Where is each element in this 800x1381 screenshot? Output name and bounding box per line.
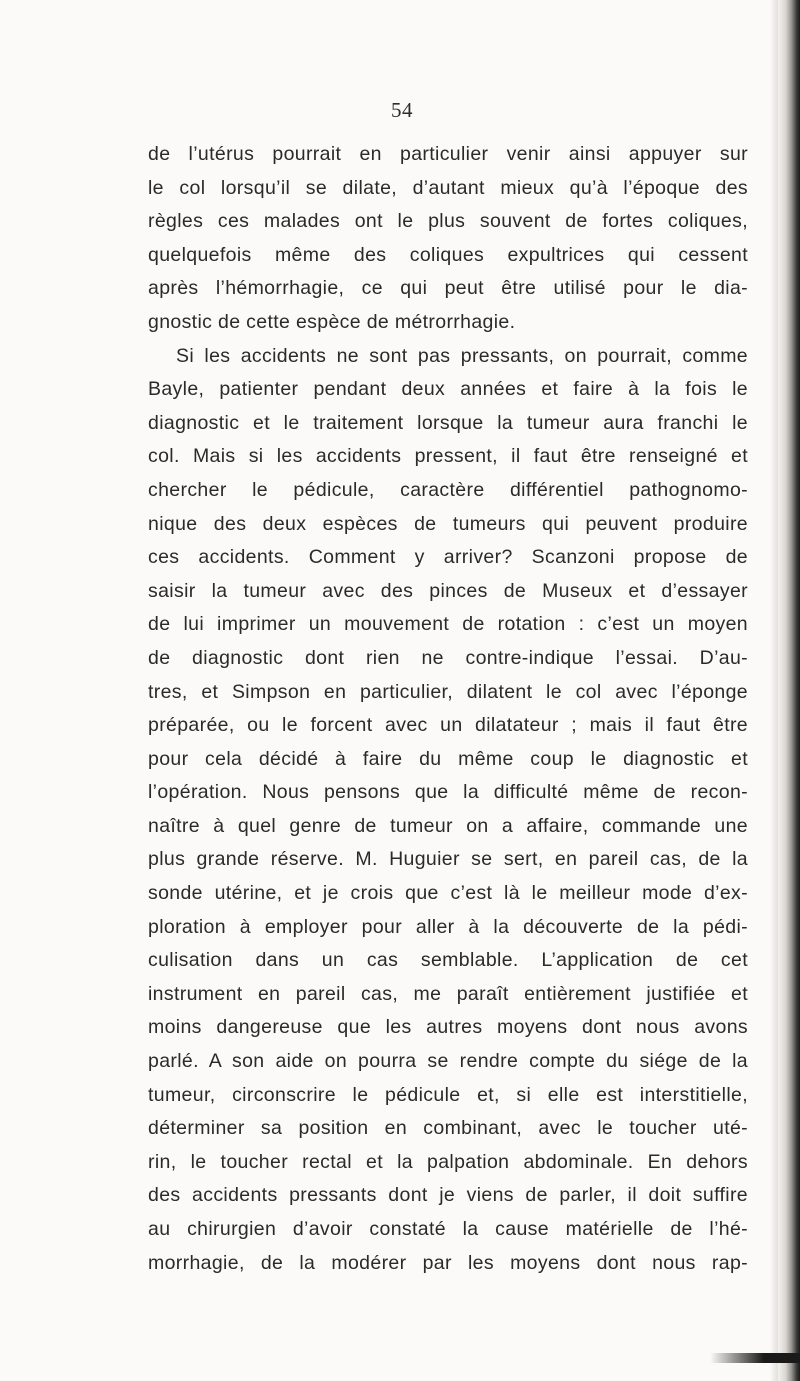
text-line: le col lorsqu’il se dilate, d’autant mieux qu’à l’époque des (148, 176, 748, 199)
text-line: culisation dans un cas semblable. L’application de cet (148, 949, 748, 972)
page-number: 54 (391, 98, 413, 122)
text-line: diagnostic et le traitement lorsque la tumeur aura franchi le (148, 411, 748, 434)
book-binding-edge (778, 0, 800, 1381)
text-line: instrument en pareil cas, me paraît entièrement justifiée et (148, 982, 748, 1005)
text-line: moins dangereuse que les autres moyens dont nous avons (148, 1016, 748, 1039)
text-line: ces accidents. Comment y arriver? Scanzoni propose de (148, 546, 748, 569)
text-line: parlé. A son aide on pourra se rendre compte du siége de la (148, 1050, 748, 1073)
text-line: plus grande réserve. M. Huguier se sert, en pareil cas, de la (148, 848, 748, 871)
text-line: ploration à employer pour aller à la découverte de la pédi- (148, 915, 748, 938)
text-line: pour cela décidé à faire du même coup le diagnostic et (148, 747, 748, 770)
text-line: de l’utérus pourrait en particulier venir ainsi appuyer sur (148, 143, 748, 165)
text-line: au chirurgien d’avoir constaté la cause matérielle de l’hé- (148, 1218, 748, 1240)
text-line: l’opération. Nous pensons que la difficulté même de recon- (148, 781, 748, 804)
page-bottom-edge (710, 1353, 800, 1363)
text-line: sonde utérine, et je crois que c’est là le meilleur mode d’ex- (148, 882, 748, 905)
text-line: de lui imprimer un mouvement de rotation : c’est un moyen (148, 613, 748, 636)
text-line: déterminer sa position en combinant, avec le toucher uté- (148, 1117, 748, 1140)
page-edge-shadow (770, 0, 778, 1381)
text-line: après l’hémorrhagie, ce qui peut être utilisé pour le dia- (148, 277, 748, 300)
text-line: col. Mais si les accidents pressent, il faut être renseigné et (148, 445, 748, 468)
body-text (148, 138, 748, 1280)
text-line: morrhagie, de la modérer par les moyens dont nous rap- (148, 1251, 748, 1274)
text-line: naître à quel genre de tumeur on a affaire, commande une (148, 814, 748, 837)
text-line: quelquefois même des coliques expultrices qui cessent (148, 243, 748, 266)
text-line: règles ces malades ont le plus souvent de fortes coliques, (148, 210, 748, 233)
text-line: tumeur, circonscrire le pédicule et, si elle est interstitielle, (148, 1083, 748, 1106)
text-line: chercher le pédicule, caractère différentiel pathognomo- (148, 478, 748, 501)
text-line: tres, et Simpson en particulier, dilatent le col avec l’éponge (148, 680, 748, 703)
text-line: Bayle, patienter pendant deux années et faire à la fois le (148, 378, 748, 401)
text-line: gnostic de cette espèce de métrorrhagie. (148, 310, 516, 333)
text-line: saisir la tumeur avec des pinces de Museux et d’essayer (148, 579, 748, 602)
text-line: rin, le toucher rectal et la palpation abdominale. En dehors (148, 1150, 748, 1173)
text-line: Si les accidents ne sont pas pressants, on pourrait, comme (176, 344, 748, 367)
text-line: préparée, ou le forcent avec un dilatateur ; mais il faut être (148, 714, 748, 737)
text-line: des accidents pressants dont je viens de parler, il doit suffire (148, 1184, 748, 1207)
text-line: nique des deux espèces de tumeurs qui peuvent produire (148, 512, 748, 535)
text-line: de diagnostic dont rien ne contre-indique l’essai. D’au- (148, 646, 748, 669)
